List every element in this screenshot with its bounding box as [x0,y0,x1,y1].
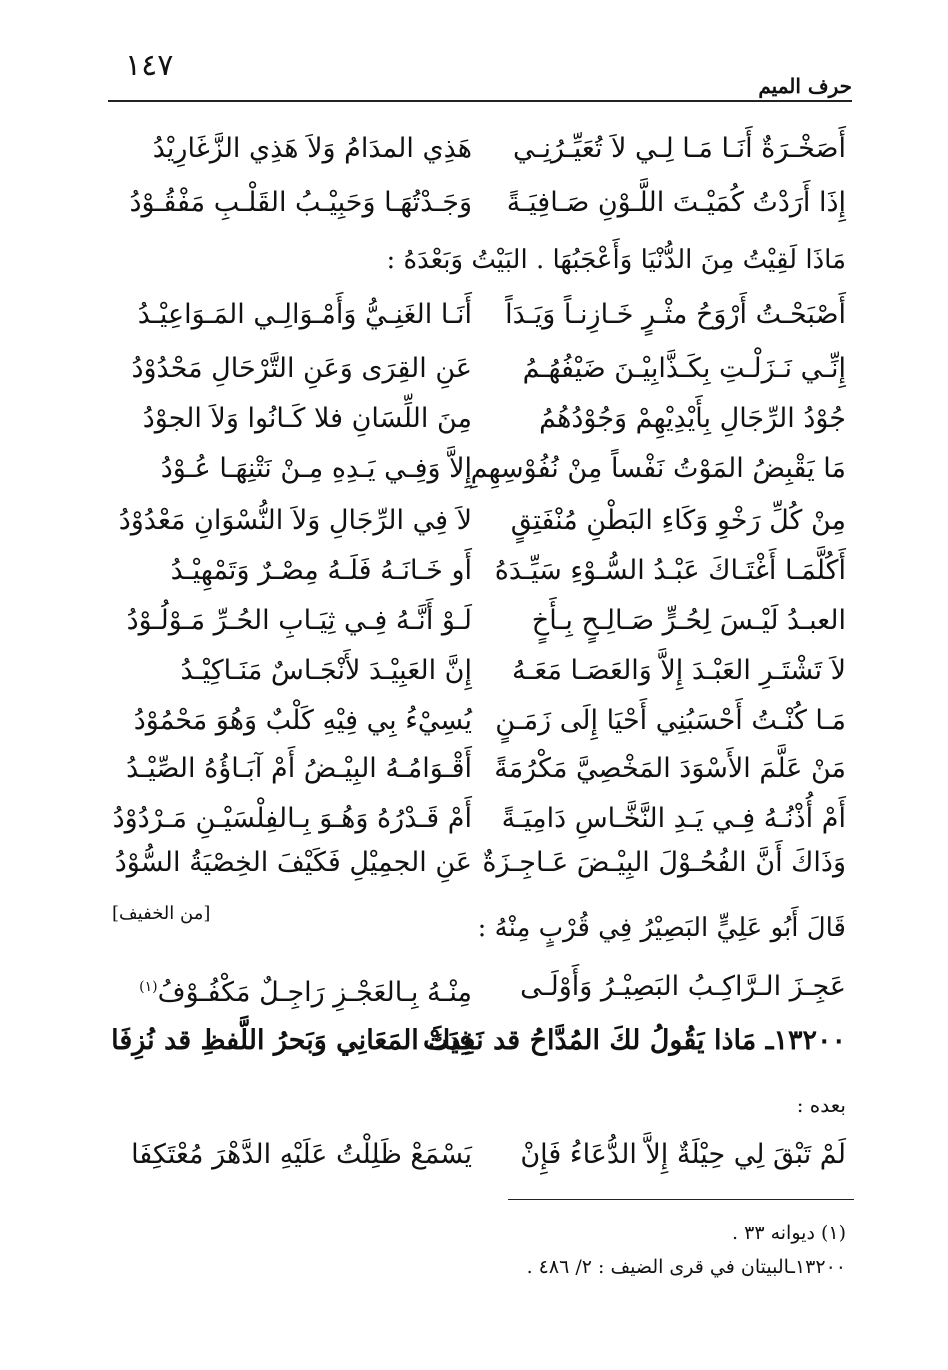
verse-first-hemistich: أَكُلَّمَـا أَغْتَـاكَ عَبْـدُ السُّـوْءِ سَيِّـدَهُ [494,555,846,586]
verse-second-hemistich: مِنَ اللِّسَانِ فلا كَـانُوا وَلاَ الجوْدُ [142,403,472,434]
continuation-label: بعده : [796,1093,846,1117]
meter-note: [من الخفيف] [112,903,211,924]
verse-first-hemistich: العبـدُ لَيْـسَ لِحُـرٍّ صَـالِـحٍ بِـأَخٍ [531,605,846,636]
verse-first-hemistich: مِنْ كُلِّ رَخْوِ وَكَاءِ البَطْنِ مُنْفَتِقٍ [510,505,846,536]
verse-line [112,496,846,546]
verse-second-hemistich: يَسْمَعْ ظَلِلْتُ عَلَيْهِ الدَّهْرَ مُعْتَكِفَا [131,1139,472,1170]
verse-line [112,1130,846,1180]
footnote: (١) ديوانه ٣٣ . [732,1222,846,1244]
footnote: ١٣٢٠٠ـالبيتان في قرى الضيف : ٢/ ٤٨٦ . [526,1256,846,1278]
footnote-marker: (١) [139,979,158,995]
verse-line [112,696,846,746]
verse-second-hemistich: هَذِي المدَامُ وَلاَ هَذِي الزَّغَارِيْدُ [152,133,472,164]
verse-line [112,744,846,794]
verse-second-hemistich [112,962,472,1018]
verse-line [112,962,846,1012]
hemistich-text: مَاذا يَقُولُ لكَ المُدَّاحُ قد نَفِدَتْ [422,1025,757,1056]
verse-first-hemistich: مَـا كُنْـتُ أَحْسَبُنِي أَحْيَا إِلَى زَمَـنٍ [495,705,846,736]
page-number: ١٤٧ [125,48,174,83]
verse-first-hemistich: أَصَخْـرَةٌ أَنَـا مَـا لِـي لاَ تُعَيِّـرُنِـي [513,133,846,164]
verse-second-hemistich: يُسِيْءُ بِي فِيْهِ كَلْبٌ وَهُوَ مَحْمُوْدُ [133,705,472,736]
verse-line [112,124,846,174]
verse-first-hemistich [422,1016,846,1066]
verse-line [112,838,846,888]
verse-second-hemistich: عَنِ الجمِيْلِ فَكَيْفَ الخِصْيَةُ السُّوْدُ [114,847,472,878]
verse-second-hemistich: وَجَـدْتُهَـا وَحَبِيْـبُ القَلْـبِ مَفْقُـوْدُ [129,187,472,218]
verse-line [112,444,846,494]
footnote-divider [508,1199,854,1200]
verse-line [112,178,846,228]
verse-second-hemistich: لاَ فِي الرِّجَالِ وَلاَ النُّسْوَانِ مَعْدُوْدُ [118,505,472,536]
verse-first-hemistich: أَمْ أُذْنُـهُ فِـي يَـدِ النَّخَّـاسِ دَامِيَـةً [501,803,846,834]
verse-line [112,596,846,646]
verse-second-hemistich: أَنَـا الغَنِـيُّ وَأَمْـوَالِـي المَـوَاعِيْـدُ [137,299,472,330]
attribution-line: قَالَ أَبُو عَلِيٍّ البَصِيْرُ فِي قُرْبٍ مِنْهُ : [477,913,846,943]
verse-first-hemistich: عَجِـزَ الـرَّاكِـبُ البَصِيْـرُ وَأَوْلَـى [520,971,846,1002]
hemistich-text: مِنْـهُ بِـالعَجْـزِ رَاجِـلٌ مَكْفُـوْفُ [157,977,472,1008]
verse-second-hemistich: أَقْـوَامُـهُ البِيْـضُ أَمْ آبَـاؤُهُ الصِّيْـدُ [126,753,472,784]
verse-second-hemistich: لَـوْ أَنَّـهُ فِـي ثِيَـابِ الحُـرِّ مَـوْلُـوْدُ [126,605,472,636]
verse-first-hemistich: وَذَاكَ أَنَّ الفُحُـوْلَ البِيْـضَ عَـاجِـزَةٌ [482,847,846,878]
verse-first-hemistich: أَصْبَحْـتُ أَرْوَحُ مثْـرٍ خَـازِنـاً وَيَـدَاً [505,299,846,330]
verse-first-hemistich: مَنْ عَلَّمَ الأَسْوَدَ المَخْصِيَّ مَكْرُمَةً [494,753,846,784]
verse-line [112,546,846,596]
verse-line [112,394,846,444]
verse-first-hemistich: لاَ تَشْتَـرِ العَبْـدَ إِلاَّ وَالعَصَـا مَعَـهُ [512,655,846,686]
verse-line [112,344,846,394]
verse-second-hemistich: إِنَّ العَبِيْـدَ لأَنْجَـاسٌ مَنَـاكِيْـدُ [180,655,472,686]
verse-first-hemistich: لَمْ تَبْقَ لِي حِيْلَةٌ إِلاَّ الدُّعَاءُ فَإِنْ [520,1139,846,1170]
verse-first-hemistich: إِذَا أَرَدْتُ كُمَيْـتَ اللَّـوْنِ صَـافِيَـةً [506,187,846,218]
verse-first-hemistich: مَا يَقْبِضُ المَوْتُ نَفْساً مِنْ نُفُوْسِهِمِ [470,453,846,484]
verse-line [112,794,846,844]
verse-first-hemistich: إِنِّـي نَـزَلْـتِ بِكَـذَّابِيْـنَ ضَيْفُهُـمُ [522,353,846,384]
section-title: حرف الميم [758,74,852,98]
verse-line-numbered [112,1016,846,1066]
intro-line: مَاذَا لَقِيْتُ مِنَ الدُّنْيَا وَأَعْجَبُهَا . البَيْتُ وَبَعْدَهُ : [386,245,846,275]
verse-number: ١٣٢٠٠ـ [765,1025,846,1056]
verse-second-hemistich: إِلاَّ وَفِـي يَـدِهِ مِـنْ نَتْنِهَـا عُـوْدُ [160,453,472,484]
verse-first-hemistich: جُوْدُ الرِّجَالِ بِأَيْدِيْهِمْ وَجُوْدُهُمُ [539,403,846,434]
verse-second-hemistich: أَمْ قَـدْرُهُ وَهُـوَ بِـالفِلْسَيْـنِ مَـرْدُوْدُ [112,803,472,834]
verse-second-hemistich: فِيكَ المَعَانِي وَبَحرُ اللَّفظِ قد نُزِفَا [111,1025,472,1056]
header-divider [108,100,852,102]
verse-line [112,646,846,696]
verse-second-hemistich: عَنِ القِرَى وَعَنِ التَّرْحَالِ مَحْدُوْدُ [131,353,472,384]
verse-second-hemistich: أَو خَـانَـهُ فَلَـهُ مِصْـرٌ وَتَمْهِيْـدُ [170,555,472,586]
verse-line [112,290,846,340]
